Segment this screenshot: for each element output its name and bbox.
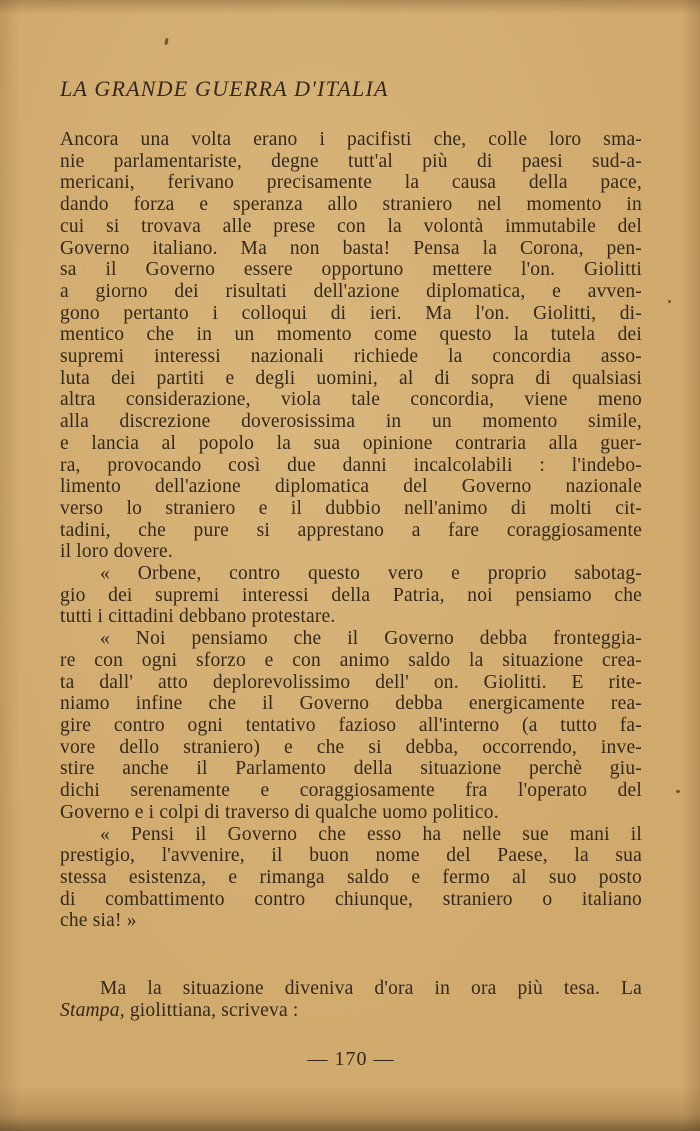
text-line: « Pensi il Governo che esso ha nelle sue mani il [100, 823, 642, 845]
page-number: — 170 — [307, 1048, 395, 1071]
text-line: limento dell'azione diplomatica del Governo nazionale [60, 476, 642, 498]
paragraph [60, 628, 642, 823]
text-block [60, 76, 642, 1071]
closing-paragraph [60, 978, 642, 1021]
paragraph [60, 129, 642, 563]
text-line: a giorno dei risultati dell'azione diplomatica, e avven- [60, 280, 642, 302]
text-segment: giolittiana, scriveva : [124, 999, 299, 1021]
text-line: ra, provocando così due danni incalcolabili : l'indebo- [60, 454, 642, 476]
text-line: « Noi pensiamo che il Governo debba fronteggia- [100, 628, 642, 650]
text-line: dando forza e speranza allo straniero nel momento in [60, 194, 642, 216]
text-line: ta dall' atto deplorevolissimo dell' on. Giolitti. E rite- [60, 671, 642, 693]
text-line: dichi serenamente e coraggiosamente fra l'operato del [60, 780, 642, 802]
paragraph [60, 563, 642, 628]
text-line: cui si trovava alle prese con la volontà immutabile del [60, 215, 642, 237]
text-line: alla discrezione doverosissima in un momento simile, [60, 411, 642, 433]
text-line: vore dello straniero) e che si debba, occorrendo, inve- [60, 736, 642, 758]
text-line: e lancia al popolo la sua opinione contraria alla guer- [60, 432, 642, 454]
text-line: Ancora una volta erano i pacifisti che, colle loro sma- [60, 129, 642, 150]
text-line: stire anche il Parlamento della situazione perchè giu- [60, 758, 642, 780]
text-line [60, 1000, 642, 1022]
text-line: che sia! » [60, 910, 137, 932]
text-line: Governo italiano. Ma non basta! Pensa la Corona, pen- [60, 237, 642, 259]
text-line: Governo e i colpi di traverso di qualche uomo politico. [60, 801, 499, 823]
paper-speck [164, 38, 168, 45]
text-line: tutti i cittadini debbano protestare. [60, 606, 336, 628]
text-line: mentico che in un momento come questo la tutela dei [60, 324, 642, 346]
text-line: supremi interessi nazionali richiede la concordia asso- [60, 346, 642, 368]
text-line: luta dei partiti e degli uomini, al di sopra di qualsiasi [60, 367, 642, 389]
page-title: LA GRANDE GUERRA D'ITALIA [60, 76, 389, 101]
text-line: altra considerazione, viola tale concordia, viene meno [60, 389, 642, 411]
text-line: gio dei supremi interessi della Patria, noi pensiamo che [60, 584, 642, 606]
text-line: sa il Governo essere opportuno mettere l'on. Giolitti [60, 259, 642, 281]
text-line: di combattimento contro chiunque, straniero o italiano [60, 888, 642, 910]
paper-speck [668, 300, 671, 303]
paragraph [60, 824, 642, 933]
text-line: gono pertanto i colloqui di ieri. Ma l'on. Giolitti, di- [60, 302, 642, 324]
text-line: Ma la situazione diveniva d'ora in ora più tesa. La [100, 978, 642, 1000]
text-line: gire contro ogni tentativo fazioso all'interno (a tutto fa- [60, 714, 642, 736]
publication-name: Stampa, [60, 999, 125, 1021]
text-line: tadini, che pure si apprestano a fare coraggiosamente [60, 519, 642, 541]
text-line: niamo infine che il Governo debba energicamente rea- [60, 693, 642, 715]
text-line: mericani, ferivano precisamente la causa della pace, [60, 172, 642, 194]
text-line: verso lo straniero e il dubbio nell'animo di molti cit- [60, 497, 642, 519]
text-line: il loro dovere. [60, 541, 173, 563]
text-line: prestigio, l'avvenire, il buon nome del Paese, la sua [60, 845, 642, 867]
text-line: re con ogni sforzo e con animo saldo la situazione crea- [60, 649, 642, 671]
text-line: nie parlamentariste, degne tutt'al più di paesi sud-a- [60, 150, 642, 172]
paper-speck [676, 790, 680, 793]
text-line: stessa esistenza, e rimanga saldo e fermo al suo posto [60, 866, 642, 888]
text-line: « Orbene, contro questo vero e proprio sabotag- [100, 563, 642, 585]
